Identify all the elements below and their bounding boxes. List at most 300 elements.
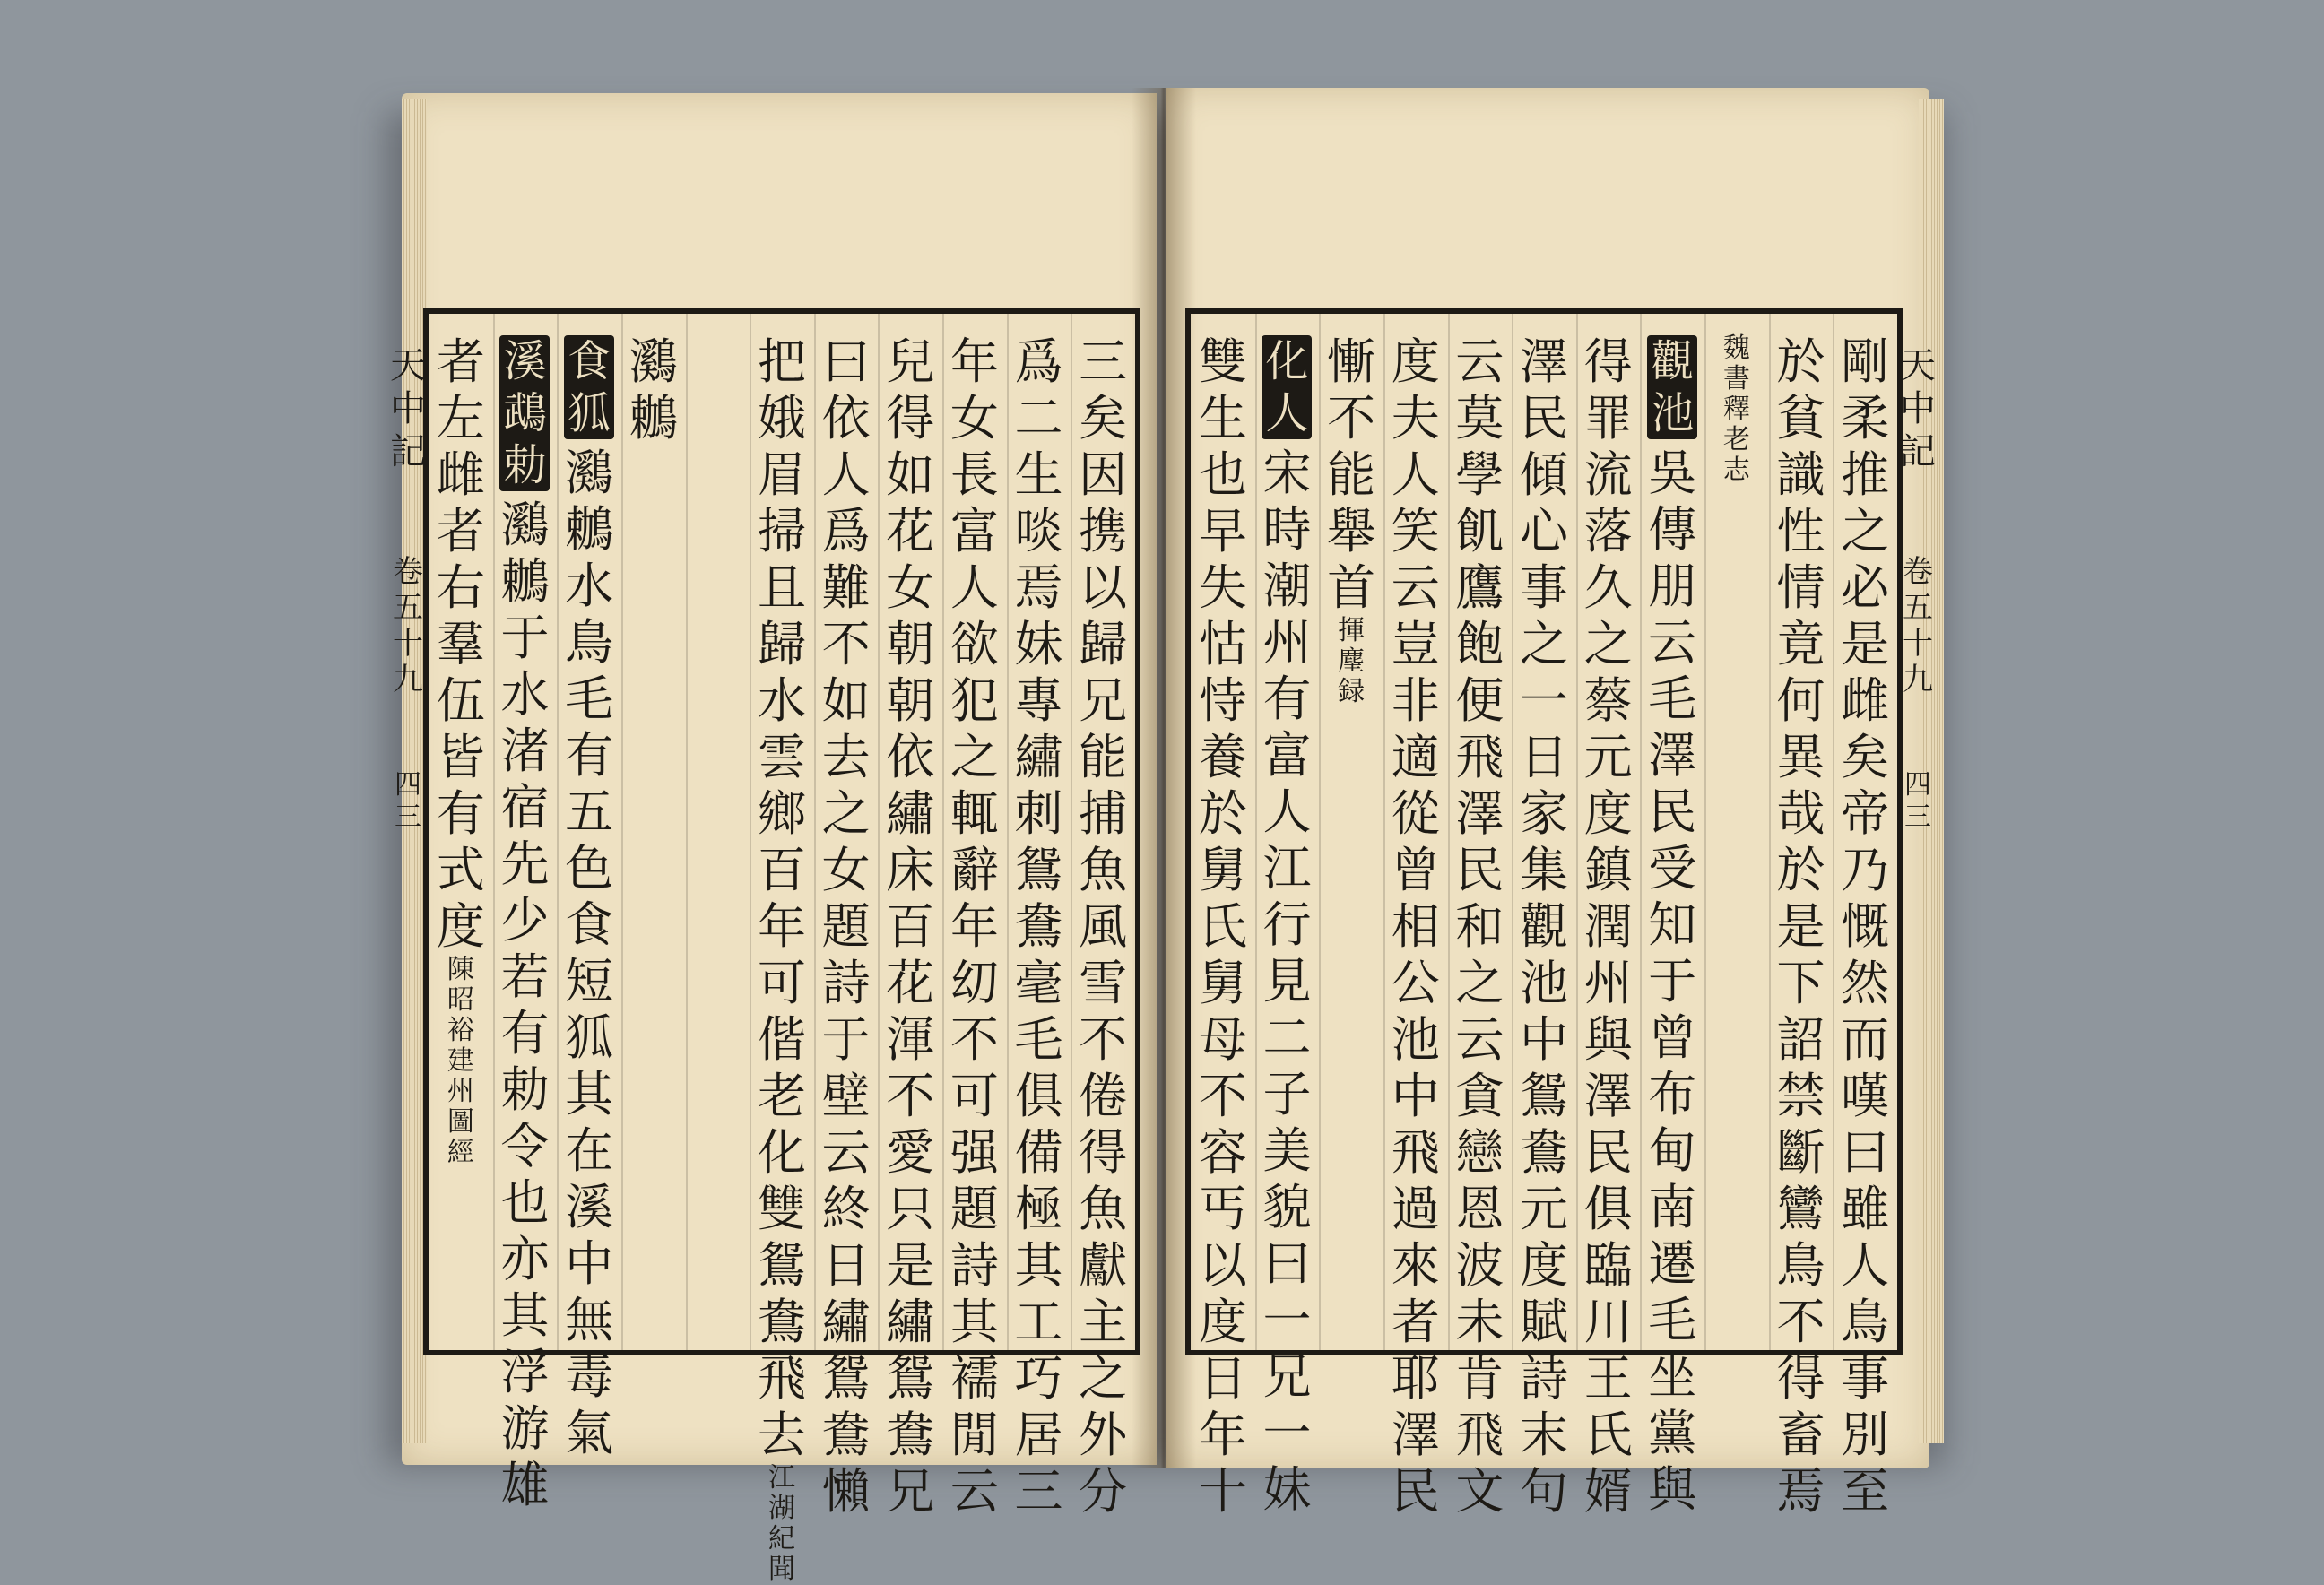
glyph: 集 (1520, 842, 1568, 898)
glyph: 二 (1262, 1009, 1312, 1066)
glyph: 鴦 (758, 1294, 806, 1350)
glyph: 勅 (500, 1061, 550, 1118)
glyph: 丐 (1198, 1181, 1247, 1237)
right-column-rule (1383, 314, 1385, 1350)
glyph: 右 (436, 559, 485, 616)
glyph: 可 (758, 955, 806, 1011)
glyph: 異 (1776, 729, 1825, 785)
glyph: 携 (1079, 503, 1128, 559)
glyph: 飛 (1391, 1124, 1440, 1181)
glyph: 行 (1262, 896, 1312, 953)
glyph: 吳 (1648, 445, 1697, 501)
glyph: 二 (1014, 390, 1063, 446)
glyph: 舅 (1198, 955, 1247, 1011)
glyph: 川 (1583, 1294, 1633, 1350)
glyph: 渾 (886, 1011, 935, 1068)
glyph: 鸂 (500, 497, 550, 553)
glyph: 風 (1079, 898, 1128, 955)
glyph: 人 (950, 559, 999, 616)
right-entry-tag: 觀 池 (1647, 335, 1697, 439)
glyph: 甸 (1648, 1122, 1697, 1179)
glyph: 雄 (500, 1457, 550, 1513)
glyph: 度 (436, 898, 485, 955)
glyph: 五 (565, 784, 614, 840)
glyph: 相 (1391, 898, 1440, 955)
glyph: 傾 (1520, 446, 1568, 503)
glyph: 養 (1198, 729, 1247, 785)
glyph: 歸 (758, 616, 806, 672)
right-column-text (1196, 333, 1250, 1520)
left-column-rule (1071, 314, 1072, 1350)
left-column (434, 333, 488, 1330)
glyph: 雲 (758, 729, 806, 785)
glyph: 下 (1776, 955, 1825, 1011)
glyph: 元 (1520, 1181, 1568, 1237)
glyph: 鳥 (565, 614, 614, 671)
left-column-text (434, 333, 488, 955)
glyph: 陳 (447, 954, 474, 985)
glyph: 魏 (1722, 333, 1750, 364)
left-column-text (883, 333, 937, 1520)
glyph: 能 (1327, 446, 1376, 503)
glyph: 鴛 (886, 1350, 935, 1407)
glyph: 天 (1900, 345, 1936, 386)
glyph: 分 (1079, 1463, 1128, 1520)
glyph: 而 (1841, 1011, 1890, 1068)
right-column-text (1452, 333, 1506, 1520)
glyph: 富 (1262, 727, 1312, 784)
glyph: 可 (950, 1068, 999, 1124)
glyph: 民 (1648, 784, 1697, 840)
glyph: 澤 (1520, 333, 1568, 390)
glyph: 極 (1014, 1181, 1063, 1237)
glyph: 十 (1903, 626, 1933, 662)
glyph: 乃 (1841, 842, 1890, 898)
glyph: 化 (758, 1124, 806, 1181)
glyph: 鴦 (1014, 898, 1063, 955)
glyph: 三 (1904, 801, 1931, 833)
glyph: 未 (1455, 1294, 1505, 1350)
right-margin-page (1903, 769, 1933, 834)
glyph: 得 (1776, 1350, 1825, 1407)
glyph: 曰 (821, 333, 871, 390)
glyph: 飢 (1455, 503, 1505, 559)
glyph: 生 (1014, 446, 1063, 503)
glyph: 情 (1776, 559, 1825, 616)
glyph: 㓜 (950, 955, 999, 1011)
glyph: 鸞 (1776, 1181, 1825, 1237)
glyph: 之 (1079, 1350, 1128, 1407)
glyph: 去 (758, 1407, 806, 1463)
glyph: 其 (500, 1287, 550, 1344)
left-column-text (1076, 333, 1130, 1520)
glyph: 非 (1391, 672, 1440, 729)
glyph: 床 (886, 842, 935, 898)
glyph: 是 (886, 1237, 935, 1294)
glyph: 卷 (393, 554, 423, 590)
glyph: 貌 (1262, 1179, 1312, 1235)
glyph: 皆 (436, 729, 485, 785)
glyph: 其 (565, 1066, 614, 1122)
left-column-rule (814, 314, 816, 1350)
glyph: 鴛 (821, 1350, 871, 1407)
glyph: 毒 (565, 1348, 614, 1405)
glyph: 氏 (1198, 898, 1247, 955)
right-column-text (1774, 333, 1828, 1520)
left-column-rule (686, 314, 688, 1350)
glyph: 中 (1520, 1011, 1568, 1068)
glyph: 遷 (1648, 1235, 1697, 1292)
glyph: 在 (565, 1122, 614, 1179)
glyph: 朝 (886, 616, 935, 672)
glyph: 潮 (1262, 558, 1312, 614)
glyph: 有 (1262, 671, 1312, 727)
glyph: 能 (1079, 729, 1128, 785)
glyph: 民 (1455, 842, 1505, 898)
glyph: 中 (1900, 388, 1936, 429)
glyph: 詩 (950, 1237, 999, 1294)
glyph: 蔡 (1583, 672, 1633, 729)
glyph: 狐 (565, 1009, 614, 1066)
glyph: 坐 (1648, 1348, 1697, 1405)
glyph: 老 (758, 1068, 806, 1124)
glyph: 飛 (758, 1350, 806, 1407)
glyph: 之 (950, 729, 999, 785)
glyph: 然 (1841, 955, 1890, 1011)
right-column-rule (1833, 314, 1834, 1350)
glyph: 與 (1583, 1011, 1633, 1068)
glyph: 繡 (886, 785, 935, 842)
glyph: 兄 (1079, 672, 1128, 729)
glyph: 鎮 (1583, 842, 1633, 898)
glyph: 建 (447, 1045, 474, 1077)
glyph: 心 (1520, 503, 1568, 559)
glyph: 十 (393, 626, 423, 662)
glyph: 毛 (565, 671, 614, 727)
glyph: 民 (1520, 390, 1568, 446)
glyph: 老 (1722, 424, 1750, 455)
glyph: 帝 (1841, 785, 1890, 842)
glyph: 昭 (447, 984, 474, 1016)
glyph: 懶 (821, 1463, 871, 1520)
glyph: 題 (950, 1181, 999, 1237)
glyph: 繡 (886, 1294, 935, 1350)
glyph: 題 (821, 898, 871, 955)
glyph: 先 (500, 836, 550, 892)
glyph: 年 (950, 898, 999, 955)
glyph: 者 (1391, 1294, 1440, 1350)
glyph: 以 (1079, 559, 1128, 616)
glyph: 志 (1722, 455, 1750, 486)
glyph: 來 (1391, 1237, 1440, 1294)
glyph: 性 (1776, 503, 1825, 559)
glyph: 日 (1198, 1350, 1247, 1407)
glyph: 中 (1391, 1068, 1440, 1124)
glyph: 記 (1900, 431, 1936, 472)
glyph: 云 (1648, 614, 1697, 671)
glyph: 繡 (821, 1294, 871, 1350)
glyph: 久 (1583, 559, 1633, 616)
glyph: 掃 (758, 503, 806, 559)
glyph: 五 (393, 590, 423, 626)
glyph: 畜 (1776, 1407, 1825, 1463)
glyph: 失 (1198, 559, 1247, 616)
glyph: 眉 (758, 446, 806, 503)
right-entry-tag: 化 人 (1262, 335, 1312, 439)
glyph: 主 (1079, 1294, 1128, 1350)
left-column-rule (878, 314, 880, 1350)
glyph: 波 (1455, 1237, 1505, 1294)
glyph: 和 (1455, 898, 1505, 955)
left-page-margin-strip (390, 308, 426, 1355)
glyph: 一 (1262, 1405, 1312, 1461)
glyph: 容 (1198, 1124, 1247, 1181)
glyph: 富 (950, 503, 999, 559)
glyph: 潤 (1583, 898, 1633, 955)
glyph: 剛 (1841, 333, 1890, 390)
glyph: 流 (1583, 446, 1633, 503)
glyph: 以 (1198, 1237, 1247, 1294)
glyph: 湖 (768, 1493, 795, 1524)
glyph: 曰 (1841, 1124, 1890, 1181)
glyph: 日 (821, 1237, 871, 1294)
glyph: 云 (821, 1124, 871, 1181)
glyph: 女 (950, 390, 999, 446)
glyph: 兄 (1262, 1348, 1312, 1405)
glyph: 母 (1198, 1011, 1247, 1068)
glyph: 得 (1583, 333, 1633, 390)
glyph: 釋 (1722, 394, 1750, 425)
glyph: 魚 (1079, 1181, 1128, 1237)
glyph: 者 (436, 333, 485, 390)
glyph: 百 (886, 898, 935, 955)
glyph: 曰 (1262, 1235, 1312, 1292)
glyph: 其 (1014, 1237, 1063, 1294)
glyph: 雖 (1841, 1181, 1890, 1237)
glyph: 云 (1391, 559, 1440, 616)
glyph: 江 (768, 1462, 795, 1494)
glyph: 鄉 (758, 785, 806, 842)
glyph: 羣 (436, 616, 485, 672)
glyph: 九 (393, 662, 423, 697)
glyph: 居 (1014, 1407, 1063, 1463)
glyph: 魚 (1079, 842, 1128, 898)
glyph: 鴦 (821, 1407, 871, 1463)
glyph: 九 (1903, 662, 1933, 697)
glyph: 不 (1776, 1294, 1825, 1350)
glyph: 圖 (447, 1106, 474, 1138)
glyph: 于 (821, 1011, 871, 1068)
glyph: 飛 (1455, 729, 1505, 785)
glyph: 三 (1079, 333, 1128, 390)
glyph: 得 (1079, 1124, 1128, 1181)
glyph: 水 (565, 558, 614, 614)
glyph: 少 (500, 892, 550, 948)
right-column-rule (1448, 314, 1450, 1350)
glyph: 爲 (821, 503, 871, 559)
left-column-rule (557, 314, 559, 1350)
glyph: 曾 (1648, 1009, 1697, 1066)
glyph: 鴛 (758, 1237, 806, 1294)
glyph: 落 (1583, 503, 1633, 559)
glyph: 人 (1262, 784, 1312, 840)
glyph: 水 (500, 666, 550, 723)
glyph: 公 (1391, 955, 1440, 1011)
glyph: 莫 (1455, 390, 1505, 446)
glyph: 輒 (950, 785, 999, 842)
glyph: 中 (390, 388, 426, 429)
left-column (755, 333, 809, 1585)
glyph: 池 (1520, 955, 1568, 1011)
glyph: 雙 (758, 1181, 806, 1237)
glyph: 于 (1648, 953, 1697, 1009)
glyph: 强 (950, 1124, 999, 1181)
glyph: 度 (1198, 1294, 1247, 1350)
glyph: 經 (447, 1137, 474, 1168)
glyph: 舉 (1327, 503, 1376, 559)
glyph: 花 (886, 503, 935, 559)
glyph: 人 (1841, 1237, 1890, 1294)
glyph: 人 (1391, 446, 1440, 503)
glyph: 末 (1520, 1407, 1568, 1463)
glyph: 左 (436, 390, 485, 446)
glyph: 三 (1014, 1463, 1063, 1520)
glyph: 妹 (1262, 1461, 1312, 1518)
glyph: 氏 (1583, 1407, 1633, 1463)
glyph: 笑 (1391, 503, 1440, 559)
glyph: 鴦 (1520, 1124, 1568, 1181)
glyph: 王 (1583, 1350, 1633, 1407)
glyph: 詔 (1776, 1011, 1825, 1068)
glyph: 依 (821, 390, 871, 446)
glyph: 難 (821, 559, 871, 616)
glyph: 兄 (886, 1463, 935, 1520)
glyph: 之 (1455, 955, 1505, 1011)
glyph: 鴛 (1014, 842, 1063, 898)
glyph: 犯 (950, 672, 999, 729)
glyph: 賦 (1520, 1294, 1568, 1350)
glyph: 毛 (1014, 1011, 1063, 1068)
glyph: 獻 (1079, 1237, 1128, 1294)
right-margin-title (1900, 344, 1936, 473)
glyph: 傳 (1648, 501, 1697, 558)
glyph: 肯 (1455, 1350, 1505, 1407)
glyph: 中 (565, 1235, 614, 1292)
glyph: 澤 (1391, 1407, 1440, 1463)
glyph: 度 (1520, 1237, 1568, 1294)
left-column (627, 333, 681, 1330)
glyph: 慚 (1327, 333, 1376, 390)
right-column-text (1838, 333, 1892, 1520)
left-source-note (755, 1463, 809, 1585)
glyph: 之 (1841, 503, 1890, 559)
glyph: 巧 (1014, 1350, 1063, 1407)
left-column (883, 333, 937, 1520)
glyph: 一 (1262, 1292, 1312, 1348)
glyph: 刺 (1014, 785, 1063, 842)
glyph: 得 (886, 390, 935, 446)
glyph: 不 (1327, 390, 1376, 446)
right-margin-volume (1903, 554, 1933, 697)
right-column (1260, 333, 1314, 1518)
left-column-text (562, 445, 616, 1461)
glyph: 竟 (1776, 616, 1825, 672)
glyph: 何 (1776, 672, 1825, 729)
glyph: 録 (1338, 676, 1366, 707)
glyph: 不 (886, 1068, 935, 1124)
glyph: 有 (500, 1005, 550, 1061)
right-column (1710, 333, 1764, 1330)
glyph: 有 (565, 727, 614, 784)
glyph: 雌 (1841, 672, 1890, 729)
glyph: 宋 (1262, 445, 1312, 501)
glyph: 聞 (768, 1554, 795, 1585)
glyph: 禁 (1776, 1068, 1825, 1124)
glyph: 文 (1455, 1463, 1505, 1520)
glyph: 愛 (886, 1124, 935, 1181)
glyph: 有 (436, 785, 485, 842)
glyph: 若 (500, 948, 550, 1005)
right-column (1324, 333, 1378, 1330)
glyph: 爲 (1014, 333, 1063, 390)
glyph: 且 (758, 559, 806, 616)
glyph: 因 (1079, 446, 1128, 503)
glyph: 云 (1455, 333, 1505, 390)
glyph: 朝 (886, 672, 935, 729)
glyph: 鴛 (1520, 1068, 1568, 1124)
glyph: 子 (1262, 1066, 1312, 1122)
glyph: 度 (1583, 785, 1633, 842)
glyph: 揮 (1338, 615, 1366, 646)
glyph: 卷 (1903, 554, 1933, 590)
glyph: 依 (886, 729, 935, 785)
right-column-rule (1255, 314, 1257, 1350)
glyph: 斷 (1776, 1124, 1825, 1181)
glyph: 婿 (1583, 1463, 1633, 1520)
glyph: 終 (821, 1181, 871, 1237)
glyph: 辭 (950, 842, 999, 898)
glyph: 人 (821, 446, 871, 503)
glyph: 豈 (1391, 616, 1440, 672)
glyph: 推 (1841, 446, 1890, 503)
glyph: 詩 (821, 955, 871, 1011)
glyph: 記 (390, 431, 426, 472)
glyph: 民 (1391, 1463, 1440, 1520)
glyph: 俱 (1583, 1181, 1633, 1237)
glyph: 工 (1014, 1294, 1063, 1350)
glyph: 貪 (1455, 1068, 1505, 1124)
glyph: 必 (1841, 559, 1890, 616)
glyph: 女 (821, 842, 871, 898)
glyph: 澤 (1583, 1068, 1633, 1124)
glyph: 知 (1648, 896, 1697, 953)
glyph: 只 (886, 1181, 935, 1237)
glyph: 飽 (1455, 616, 1505, 672)
glyph: 鸂 (565, 445, 614, 501)
glyph: 慨 (1841, 898, 1890, 955)
glyph: 生 (1198, 390, 1247, 446)
glyph: 柔 (1841, 390, 1890, 446)
glyph: 偕 (758, 1011, 806, 1068)
glyph: 池 (1391, 1011, 1440, 1068)
glyph: 過 (1391, 1181, 1440, 1237)
glyph: 女 (886, 559, 935, 616)
left-column (498, 333, 551, 1513)
left-column-text (1012, 333, 1066, 1520)
left-column (948, 333, 1002, 1520)
glyph: 不 (950, 1011, 999, 1068)
left-margin-page (393, 769, 423, 834)
